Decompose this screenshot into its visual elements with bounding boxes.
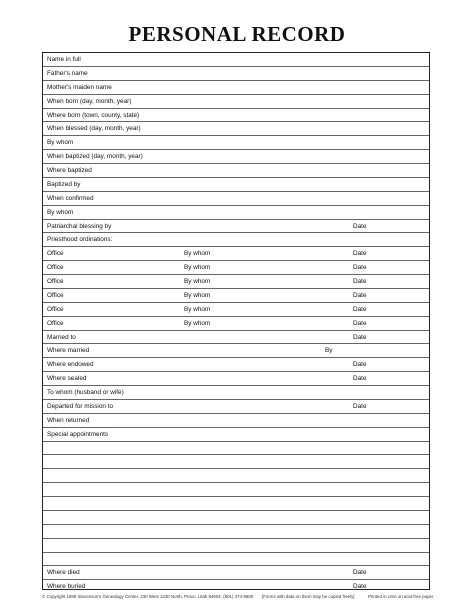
field-label: Where buried [47,583,86,590]
form-row[interactable] [43,358,429,372]
by-whom-label: By whom [184,278,211,285]
date-label: Date [353,402,367,410]
field-label: Office [47,291,64,299]
field-label: Married to [47,333,76,341]
date-label: Date [353,305,367,313]
form-row[interactable] [43,331,429,345]
field-label: To whom (husband or wife) [47,389,124,396]
field-label: Baptized by [47,180,81,188]
field-label: Where died [47,569,80,577]
field-label: Father's name [47,69,88,77]
field-label: Where baptized [47,167,92,174]
form-row[interactable] [43,566,429,580]
field-label: Departed for mission to [47,402,114,410]
copyright-text: © Copyright 1988 Stevenson's Genealogy Center, 230 West 1230 North, Provo, Utah 84604, (801) 374-9600 [42,594,254,599]
date-label: Date [353,361,367,369]
field-label: Priesthood ordinations: [47,236,113,244]
form-row[interactable] [43,289,429,303]
field-label: Office [47,250,64,258]
copy-note: [Forms with data on them may be copied freely] [262,594,355,599]
field-label: When baptized (day, month, year) [47,153,143,161]
form-row[interactable] [43,455,429,469]
form-row[interactable] [43,580,429,590]
date-label: Date [353,264,367,272]
record-form [42,52,430,590]
form-row[interactable] [43,483,429,497]
form-row[interactable] [43,511,429,525]
field-label: When returned [47,416,90,424]
field-label: By whom [47,208,74,216]
form-row[interactable] [43,400,429,414]
form-row[interactable] [43,261,429,275]
form-row[interactable] [43,442,429,456]
by-whom-label: By whom [184,264,211,272]
field-label: When born (day, month, year) [47,97,132,105]
date-label: Date [353,278,367,285]
field-label: Office [47,319,64,327]
date-label: Date [353,250,367,258]
form-row[interactable] [43,81,429,95]
field-label: Where born (town, county, state) [47,111,140,119]
date-label: Date [353,333,367,341]
date-label: Date [353,569,367,577]
form-row[interactable] [43,67,429,81]
field-label: Mother's maiden name [47,83,112,91]
form-row[interactable] [43,539,429,553]
date-label: Date [353,583,367,590]
field-label: When blessed (day, month, year) [47,125,141,133]
field-label: Office [47,278,64,285]
form-row[interactable] [43,469,429,483]
form-row[interactable] [43,136,429,150]
field-label: Office [47,305,64,313]
by-whom-label: By whom [184,319,211,327]
form-row[interactable] [43,122,429,136]
printed-note: Printed in USA on acid-free paper [368,594,434,599]
form-row[interactable] [43,344,429,358]
form-row[interactable] [43,192,429,206]
date-label: Date [353,319,367,327]
form-row[interactable] [43,233,429,247]
form-row[interactable] [43,414,429,428]
form-row[interactable] [43,525,429,539]
form-row[interactable] [43,53,429,67]
field-label: When confirmed [47,194,94,202]
page-title: PERSONAL RECORD [128,22,346,46]
field-label: Name in full [47,56,81,63]
by-whom-label: By whom [184,291,211,299]
form-row[interactable] [43,178,429,192]
date-label: Date [353,222,367,230]
field-label: Special appointments [47,430,109,438]
form-row[interactable] [43,95,429,109]
field-label: Patriarchal blessing by [47,222,112,230]
field-label: Where married [47,347,90,355]
form-row[interactable] [43,428,429,442]
field-label: Where sealed [47,375,87,383]
form-row[interactable] [43,206,429,220]
form-row[interactable] [43,247,429,261]
by-whom-label: By whom [184,250,211,258]
field-label: By whom [47,139,74,147]
form-row[interactable] [43,497,429,511]
form-row[interactable] [43,275,429,289]
date-label: Date [353,375,367,383]
form-row[interactable] [43,553,429,567]
form-row[interactable] [43,150,429,164]
form-row[interactable] [43,317,429,331]
date-label: Date [353,291,367,299]
form-row[interactable] [43,220,429,234]
field-label: Where endowed [47,361,94,369]
form-row[interactable] [43,386,429,400]
by-label: By [325,347,333,355]
form-row[interactable] [43,109,429,123]
form-row[interactable] [43,164,429,178]
by-whom-label: By whom [184,305,211,313]
field-label: Office [47,264,64,272]
form-row[interactable] [43,303,429,317]
form-row[interactable] [43,372,429,386]
